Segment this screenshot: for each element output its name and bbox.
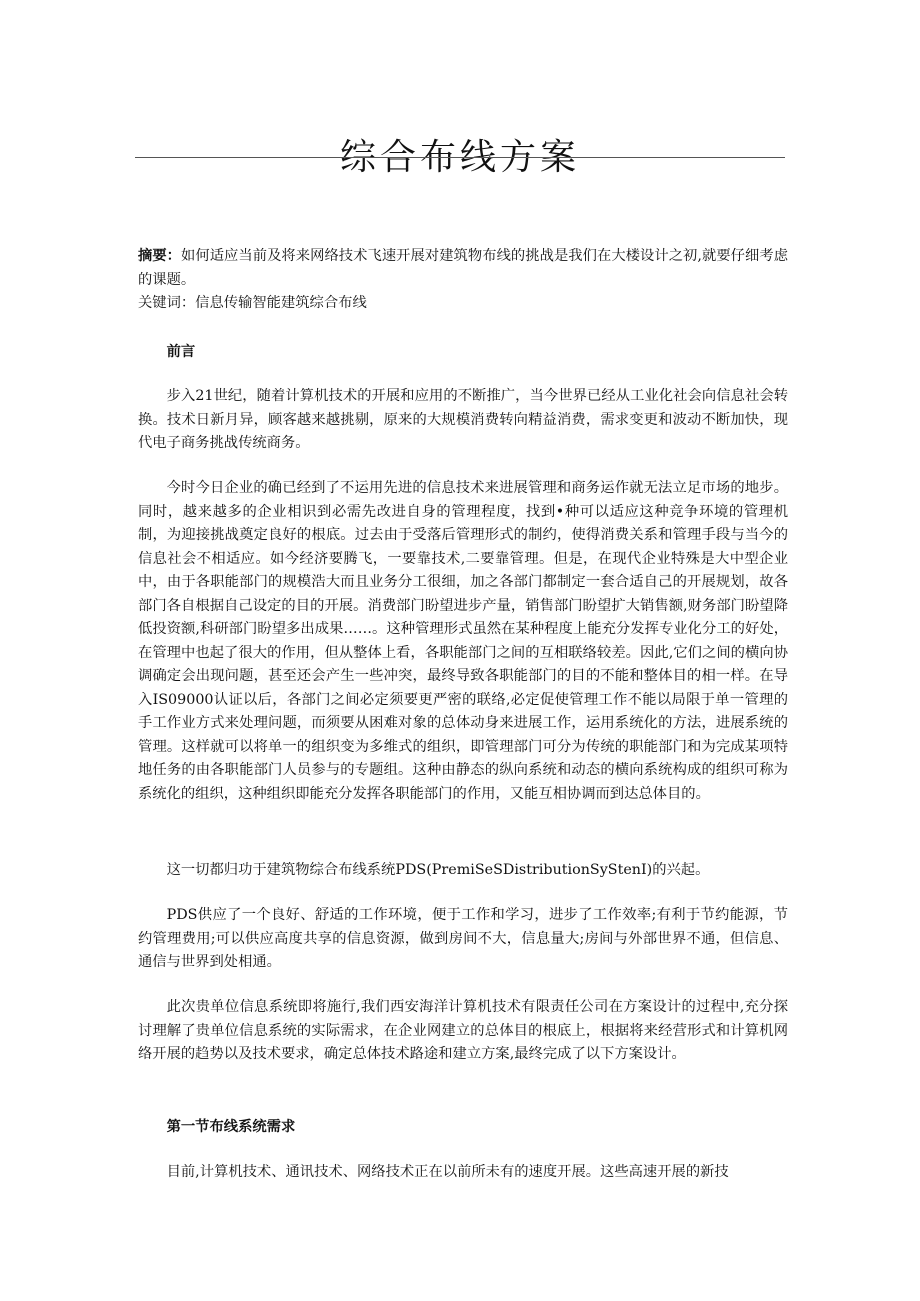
abstract (138, 245, 788, 292)
section-1-paragraph (138, 1161, 788, 1185)
paragraph-text: PDS供应了一个良好、舒适的工作环境，便于工作和学习，进步了工作效率;有利于节约能源，节约管理费用;可以供应高度共享的信息资源，做到房间不大，信息量大;房间与外部世界不通，但信息、通信与世界到处相通。 (138, 907, 788, 970)
abstract-label: 摘要： (138, 248, 182, 264)
abstract-block (138, 245, 788, 316)
paragraph-5 (138, 996, 788, 1067)
paragraph-text: 此次贵单位信息系统即将施行,我们西安海洋计算机技术有限责任公司在方案设计的过程中,充分探讨理解了贵单位信息系统的实际需求，在企业网建立的总体目的根底上，根据将来经营形式和计算机网络开展的趋势以及技术要求，确定总体技术路途和建立方案,最终完成了以下方案设计。 (138, 999, 788, 1062)
paragraph-1 (138, 385, 788, 456)
paragraph-text: 这一切都归功于建筑物综合布线系统PDS(PremiSeSDistributionSyStenI)的兴起。 (166, 862, 710, 878)
document-title: 综合布线方案 (339, 137, 580, 179)
paragraph-text: 目前,计算机技术、通讯技术、网络技术正在以前所未有的速度开展。这些高速开展的新技 (166, 1164, 729, 1180)
paragraph-text: 今时今日企业的确已经到了不运用先进的信息技术来进展管理和商务运作就无法立足市场的地步。同时，越来越多的企业相识到必需先改进自身的管理程度，找到•种可以适应这种竞争环境的管理机制，为迎接挑战奠定良好的根底。过去由于受落后管理形式的制约，使得消费关系和管理手段与当今的信息社会不相适应。如今经济要腾飞，一要靠技术,二要靠管理。但是，在现代企业特殊是大中型企业中，由于各职能部门的规模浩大而且业务分工很细，加之各部门都制定一套合适自己的开展规划，故各部门各自根据自己设定的目的开展。消费部门盼望进步产量，销售部门盼望扩大销售额,财务部门盼望降低投资额,科研部门盼望多出成果……。这种管理形式虽然在某种程度上能充分发挥专业化分工的好处，在管理中也起了很大的作用，但从整体上看，各职能部门之间的互相联络较差。因此,它们之间的横向协调确定会出现问题，甚至还会产生一些冲突，最终导致各职能部门的目的不能和整体目的相一样。在导入IS09000认证以后，各部门之间必定须要更严密的联络,必定促使管理工作不能以局限于单一管理的手工作业方式来处理问题，而须要从困难对象的总体动身来进展工作，运用系统化的方法，进展系统的管理。这样就可以将单一的组织变为多维式的组织，即管理部门可分为传统的职能部门和为完成某项特地任务的由各职能部门人员参与的专题组。这种由静态的纵向系统和动态的横向系统构成的组织可称为系统化的组织，这种组织即能充分发挥各职能部门的作用，又能互相协调而到达总体目的。 (138, 480, 788, 802)
abstract-text: 如何适应当前及将来网络技术飞速开展对建筑物布线的挑战是我们在大楼设计之初,就要仔细考虑的课题。 (138, 248, 788, 288)
section-1-heading: 第一节布线系统需求 (166, 1119, 296, 1135)
paragraph-3 (138, 859, 788, 883)
paragraph-2 (138, 477, 788, 806)
paragraph-4 (138, 904, 788, 975)
preface-heading: 前言 (166, 344, 196, 360)
title-divider (135, 157, 785, 158)
keywords: 关键词：信息传输智能建筑综合布线 (138, 295, 367, 311)
paragraph-text: 步入21世纪，随着计算机技术的开展和应用的不断推广，当今世界已经从工业化社会向信息社会转换。技术日新月异，顾客越来越挑剔，原来的大规模消费转向精益消费，需求变更和波动不断加快，现代电子商务挑战传统商务。 (138, 388, 788, 451)
